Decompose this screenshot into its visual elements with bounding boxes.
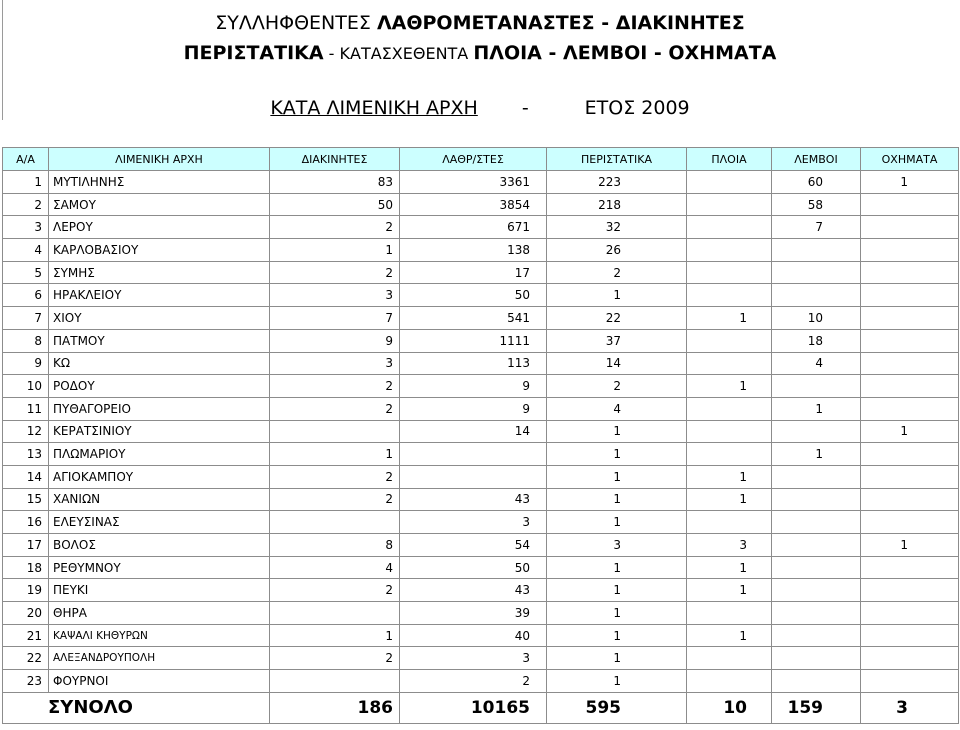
cell-ships: 1	[687, 307, 772, 330]
cell-ships: 1	[687, 556, 772, 579]
cell-vehicles	[861, 329, 959, 352]
cell-incidents: 3	[547, 534, 687, 557]
cell-incidents: 26	[547, 239, 687, 262]
table-row	[3, 511, 959, 534]
cell-migrants: 54	[400, 534, 547, 557]
cell-boats	[772, 261, 861, 284]
title-line-3-year: ΕΤΟΣ 2009	[584, 97, 690, 119]
title-line-2	[0, 42, 960, 64]
cell-authority: ΠΑΤΜΟΥ	[49, 329, 270, 352]
cell-smugglers: 9	[270, 329, 400, 352]
table-row	[3, 329, 959, 352]
cell-ships	[687, 420, 772, 443]
cell-authority: ΒΟΛΟΣ	[49, 534, 270, 557]
cell-smugglers: 2	[270, 579, 400, 602]
table-row	[3, 670, 959, 693]
cell-incidents: 1	[547, 602, 687, 625]
cell-smugglers: 2	[270, 375, 400, 398]
title-line-1	[0, 12, 960, 34]
cell-smugglers: 2	[270, 647, 400, 670]
title-line-2-part-c: ΠΛΟΙΑ - ΛΕΜΒΟΙ - ΟΧΗΜΑΤΑ	[473, 42, 777, 64]
table-row	[3, 171, 959, 194]
cell-boats	[772, 579, 861, 602]
cell-vehicles	[861, 375, 959, 398]
table-row	[3, 352, 959, 375]
cell-migrants: 3	[400, 647, 547, 670]
cell-incidents: 1	[547, 465, 687, 488]
header-vehicles: ΟΧΗΜΑΤΑ	[861, 148, 959, 171]
cell-aa: 1	[3, 171, 49, 194]
cell-smugglers: 2	[270, 465, 400, 488]
cell-ships	[687, 193, 772, 216]
table-total-row	[3, 692, 959, 723]
cell-ships: 1	[687, 375, 772, 398]
table-row	[3, 261, 959, 284]
cell-aa: 14	[3, 465, 49, 488]
cell-aa: 3	[3, 216, 49, 239]
title-line-2-part-a: ΠΕΡΙΣΤΑΤΙΚΑ	[183, 42, 324, 64]
cell-boats	[772, 284, 861, 307]
cell-ships	[687, 647, 772, 670]
cell-vehicles	[861, 352, 959, 375]
table-row	[3, 602, 959, 625]
title-line-1-prefix: ΣΥΛΛΗΦΘΕΝΤΕΣ	[215, 12, 371, 34]
cell-incidents: 4	[547, 397, 687, 420]
cell-aa: 6	[3, 284, 49, 307]
cell-boats	[772, 511, 861, 534]
cell-boats: 1	[772, 397, 861, 420]
header-incidents: ΠΕΡΙΣΤΑΤΙΚΑ	[547, 148, 687, 171]
cell-smugglers: 2	[270, 216, 400, 239]
cell-authority: ΦΟΥΡΝΟΙ	[49, 670, 270, 693]
cell-migrants: 9	[400, 375, 547, 398]
cell-vehicles	[861, 397, 959, 420]
cell-vehicles	[861, 624, 959, 647]
cell-smugglers: 83	[270, 171, 400, 194]
cell-boats	[772, 239, 861, 262]
cell-incidents: 1	[547, 579, 687, 602]
cell-incidents: 1	[547, 284, 687, 307]
cell-vehicles	[861, 216, 959, 239]
table-body	[3, 171, 959, 724]
table-row	[3, 534, 959, 557]
cell-vehicles	[861, 307, 959, 330]
cell-authority: ΠΥΘΑΓΟΡΕΙΟ	[49, 397, 270, 420]
cell-boats	[772, 465, 861, 488]
cell-migrants: 671	[400, 216, 547, 239]
table-row	[3, 488, 959, 511]
cell-boats	[772, 602, 861, 625]
cell-boats: 58	[772, 193, 861, 216]
cell-smugglers	[270, 670, 400, 693]
title-line-2-part-b: - ΚΑΤΑΣΧΕΘΕΝΤΑ	[323, 44, 474, 63]
cell-incidents: 2	[547, 375, 687, 398]
total-vehicles: 3	[861, 692, 959, 723]
cell-incidents: 1	[547, 624, 687, 647]
cell-aa: 5	[3, 261, 49, 284]
cell-ships	[687, 216, 772, 239]
cell-aa: 23	[3, 670, 49, 693]
cell-vehicles	[861, 193, 959, 216]
cell-boats	[772, 670, 861, 693]
cell-incidents: 1	[547, 511, 687, 534]
cell-boats	[772, 624, 861, 647]
cell-vehicles: 1	[861, 171, 959, 194]
title-line-1-bold: ΛΑΘΡΟΜΕΤΑΝΑΣΤΕΣ - ΔΙΑΚΙΝΗΤΕΣ	[376, 12, 745, 34]
cell-migrants: 3854	[400, 193, 547, 216]
cell-smugglers	[270, 420, 400, 443]
cell-vehicles	[861, 579, 959, 602]
table-row	[3, 193, 959, 216]
title-line-3-dash: -	[521, 97, 529, 119]
cell-aa: 13	[3, 443, 49, 466]
cell-incidents: 1	[547, 670, 687, 693]
cell-incidents: 1	[547, 556, 687, 579]
cell-incidents: 32	[547, 216, 687, 239]
cell-authority: ΘΗΡΑ	[49, 602, 270, 625]
cell-smugglers: 7	[270, 307, 400, 330]
cell-ships: 1	[687, 624, 772, 647]
cell-migrants: 1111	[400, 329, 547, 352]
cell-authority: ΗΡΑΚΛΕΙΟΥ	[49, 284, 270, 307]
cell-smugglers: 1	[270, 624, 400, 647]
cell-authority: ΚΕΡΑΤΣΙΝΙΟΥ	[49, 420, 270, 443]
cell-aa: 19	[3, 579, 49, 602]
cell-migrants: 39	[400, 602, 547, 625]
table-row	[3, 647, 959, 670]
cell-incidents: 22	[547, 307, 687, 330]
cell-authority: ΑΓΙΟΚΑΜΠΟΥ	[49, 465, 270, 488]
cell-migrants: 50	[400, 556, 547, 579]
cell-aa: 21	[3, 624, 49, 647]
cell-authority: ΜΥΤΙΛΗΝΗΣ	[49, 171, 270, 194]
cell-incidents: 1	[547, 488, 687, 511]
cell-authority: ΠΕΥΚΙ	[49, 579, 270, 602]
cell-migrants: 2	[400, 670, 547, 693]
cell-ships: 1	[687, 579, 772, 602]
cell-vehicles	[861, 465, 959, 488]
cell-migrants: 3	[400, 511, 547, 534]
cell-ships	[687, 329, 772, 352]
cell-boats: 4	[772, 352, 861, 375]
cell-smugglers: 3	[270, 284, 400, 307]
cell-aa: 16	[3, 511, 49, 534]
cell-incidents: 1	[547, 420, 687, 443]
cell-ships	[687, 261, 772, 284]
header-ships: ΠΛΟΙΑ	[687, 148, 772, 171]
cell-migrants: 9	[400, 397, 547, 420]
cell-incidents: 14	[547, 352, 687, 375]
cell-aa: 20	[3, 602, 49, 625]
table-row	[3, 465, 959, 488]
cell-ships	[687, 511, 772, 534]
cell-migrants: 43	[400, 579, 547, 602]
cell-authority: ΣΑΜΟΥ	[49, 193, 270, 216]
total-label: ΣΥΝΟΛΟ	[3, 692, 270, 723]
cell-vehicles: 1	[861, 534, 959, 557]
cell-migrants: 14	[400, 420, 547, 443]
cell-migrants: 43	[400, 488, 547, 511]
table-row	[3, 216, 959, 239]
cell-ships	[687, 443, 772, 466]
cell-ships	[687, 284, 772, 307]
cell-migrants	[400, 443, 547, 466]
cell-aa: 18	[3, 556, 49, 579]
table-row	[3, 307, 959, 330]
cell-vehicles	[861, 443, 959, 466]
cell-smugglers: 1	[270, 443, 400, 466]
table-row	[3, 284, 959, 307]
cell-boats	[772, 534, 861, 557]
cell-vehicles	[861, 670, 959, 693]
cell-authority: ΚΩ	[49, 352, 270, 375]
table-row	[3, 420, 959, 443]
cell-migrants: 113	[400, 352, 547, 375]
cell-aa: 11	[3, 397, 49, 420]
total-boats: 159	[772, 692, 861, 723]
cell-aa: 4	[3, 239, 49, 262]
cell-boats: 10	[772, 307, 861, 330]
cell-vehicles	[861, 602, 959, 625]
cell-vehicles	[861, 647, 959, 670]
cell-authority: ΧΑΝΙΩΝ	[49, 488, 270, 511]
cell-aa: 10	[3, 375, 49, 398]
cell-boats	[772, 647, 861, 670]
cell-boats: 1	[772, 443, 861, 466]
cell-boats: 18	[772, 329, 861, 352]
cell-smugglers: 50	[270, 193, 400, 216]
title-line-3	[0, 97, 960, 119]
cell-incidents: 1	[547, 647, 687, 670]
cell-vehicles	[861, 511, 959, 534]
cell-boats	[772, 556, 861, 579]
cell-boats: 60	[772, 171, 861, 194]
cell-smugglers	[270, 602, 400, 625]
cell-smugglers: 1	[270, 239, 400, 262]
header-migrants: ΛΑΘΡ/ΣΤΕΣ	[400, 148, 547, 171]
cell-aa: 15	[3, 488, 49, 511]
title-line-3-authority: ΚΑΤΑ ΛΙΜΕΝΙΚΗ ΑΡΧΗ	[270, 97, 478, 119]
cell-vehicles	[861, 488, 959, 511]
cell-authority: ΡΕΘΥΜΝΟΥ	[49, 556, 270, 579]
cell-migrants: 138	[400, 239, 547, 262]
cell-incidents: 37	[547, 329, 687, 352]
table-row	[3, 239, 959, 262]
cell-authority: ΠΛΩΜΑΡΙΟΥ	[49, 443, 270, 466]
total-migrants: 10165	[400, 692, 547, 723]
header-aa: Α/Α	[3, 148, 49, 171]
cell-aa: 2	[3, 193, 49, 216]
cell-smugglers: 4	[270, 556, 400, 579]
cell-authority: ΚΑΨΑΛΙ ΚΗΘΥΡΩΝ	[49, 624, 270, 647]
cell-vehicles	[861, 261, 959, 284]
cell-boats	[772, 420, 861, 443]
cell-incidents: 1	[547, 443, 687, 466]
cell-vehicles	[861, 284, 959, 307]
header-boats: ΛΕΜΒΟΙ	[772, 148, 861, 171]
cell-authority: ΣΥΜΗΣ	[49, 261, 270, 284]
table-row	[3, 556, 959, 579]
cell-migrants: 50	[400, 284, 547, 307]
table-row	[3, 375, 959, 398]
cell-migrants: 541	[400, 307, 547, 330]
total-smugglers: 186	[270, 692, 400, 723]
cell-incidents: 2	[547, 261, 687, 284]
table-row	[3, 624, 959, 647]
table-header-row	[3, 148, 959, 171]
cell-smugglers: 2	[270, 261, 400, 284]
cell-authority: ΕΛΕΥΣΙΝΑΣ	[49, 511, 270, 534]
header-authority: ΛΙΜΕΝΙΚΗ ΑΡΧΗ	[49, 148, 270, 171]
cell-vehicles: 1	[861, 420, 959, 443]
cell-incidents: 223	[547, 171, 687, 194]
cell-aa: 9	[3, 352, 49, 375]
cell-vehicles	[861, 239, 959, 262]
cell-smugglers: 2	[270, 397, 400, 420]
cell-boats	[772, 375, 861, 398]
cell-ships	[687, 239, 772, 262]
cell-boats	[772, 488, 861, 511]
cell-aa: 12	[3, 420, 49, 443]
cell-authority: ΑΛΕΞΑΝΔΡΟΥΠΟΛΗ	[49, 647, 270, 670]
cell-ships	[687, 397, 772, 420]
cell-smugglers: 2	[270, 488, 400, 511]
cell-ships: 1	[687, 488, 772, 511]
cell-migrants: 3361	[400, 171, 547, 194]
cell-migrants	[400, 465, 547, 488]
cell-incidents: 218	[547, 193, 687, 216]
cell-authority: ΧΙΟΥ	[49, 307, 270, 330]
cell-authority: ΚΑΡΛΟΒΑΣΙΟΥ	[49, 239, 270, 262]
cell-smugglers: 8	[270, 534, 400, 557]
cell-boats: 7	[772, 216, 861, 239]
cell-smugglers: 3	[270, 352, 400, 375]
total-incidents: 595	[547, 692, 687, 723]
cell-authority: ΡΟΔΟΥ	[49, 375, 270, 398]
cell-aa: 7	[3, 307, 49, 330]
header-smugglers: ΔΙΑΚΙΝΗΤΕΣ	[270, 148, 400, 171]
cell-ships	[687, 171, 772, 194]
table-row	[3, 443, 959, 466]
cell-ships	[687, 352, 772, 375]
cell-aa: 17	[3, 534, 49, 557]
statistics-table	[2, 147, 959, 724]
cell-ships	[687, 670, 772, 693]
table-row	[3, 397, 959, 420]
cell-aa: 8	[3, 329, 49, 352]
cell-smugglers	[270, 511, 400, 534]
cell-ships: 3	[687, 534, 772, 557]
cell-authority: ΛΕΡΟΥ	[49, 216, 270, 239]
cell-vehicles	[861, 556, 959, 579]
cell-ships	[687, 602, 772, 625]
total-ships: 10	[687, 692, 772, 723]
cell-migrants: 40	[400, 624, 547, 647]
table-row	[3, 579, 959, 602]
cell-aa: 22	[3, 647, 49, 670]
cell-migrants: 17	[400, 261, 547, 284]
cell-ships: 1	[687, 465, 772, 488]
